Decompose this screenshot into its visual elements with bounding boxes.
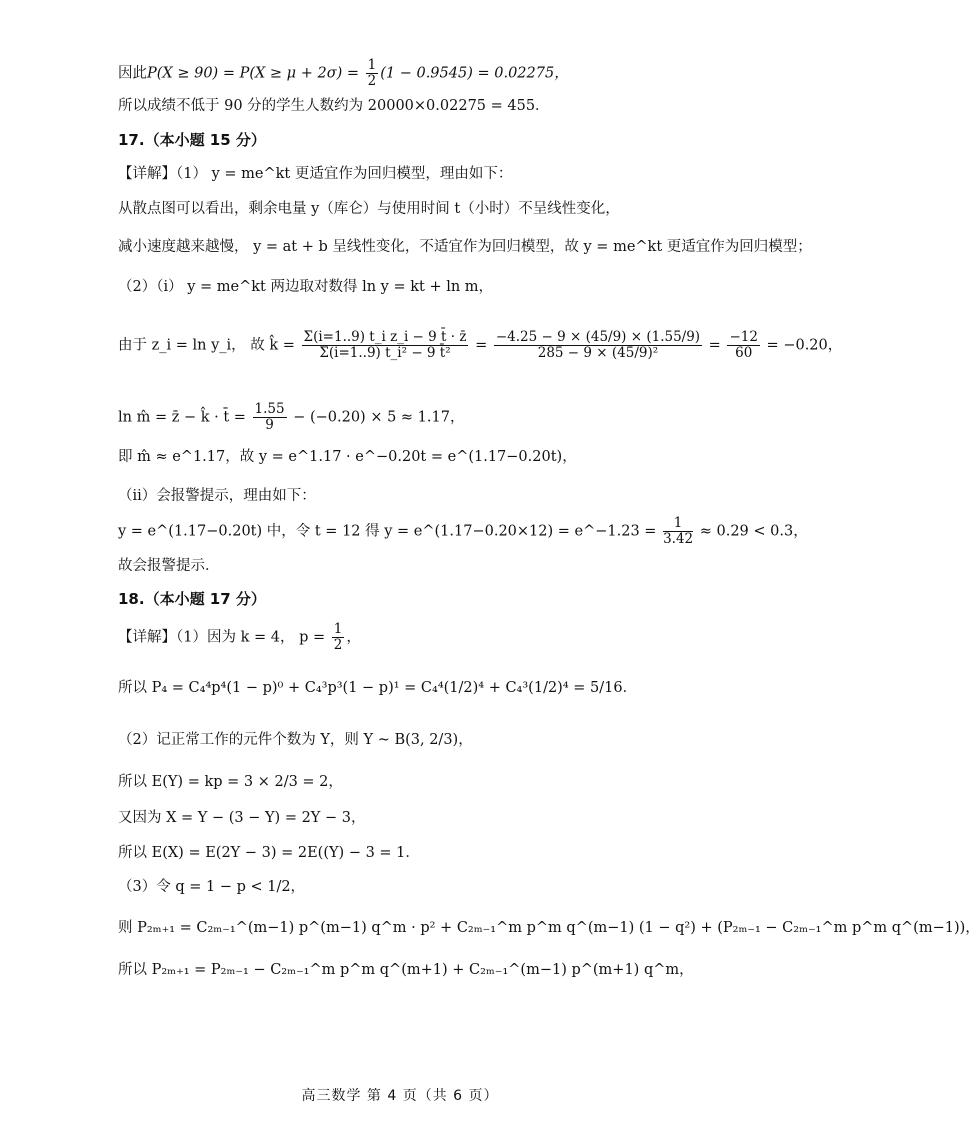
fraction: [366, 58, 379, 89]
line-text: 因此: [118, 65, 147, 82]
math-expr: (1 − 0.9545) = 0.02275，: [380, 65, 569, 82]
frac-den: Σ(i=1..9) t_i² − 9 t̄²: [319, 345, 451, 361]
page-footer: 高三数学 第 4 页（共 6 页）: [301, 1088, 499, 1104]
line-17-1-answer: 【详解】（1） y = me^kt 更适宜作为回归模型，理由如下：: [118, 166, 513, 182]
fraction: [727, 330, 760, 361]
line-18-1: [118, 622, 361, 653]
line-text: ≈ 0.29 < 0.3，: [695, 523, 808, 540]
fraction: [332, 622, 345, 653]
line-E-X: 所以 E(X) = E(2Y − 3) = 2E((Y) − 3 = 1．: [118, 845, 420, 861]
line-17-ii: （ii）会报警提示，理由如下：: [118, 488, 316, 504]
line-p2m1-b: 所以 P₂ₘ₊₁ = P₂ₘ₋₁ − C₂ₘ₋₁^m p^m q^(m+1) + C₂ₘ₋₁^(m−1) p^(m+1) q^m，: [118, 962, 694, 978]
line-text: y = e^(1.17−0.20t) 中，令 t = 12 得 y = e^(1.17−0.20×12) = e^−1.23 =: [118, 523, 662, 540]
line-text: 由于 z_i = ln y_i， 故 k̂ =: [118, 337, 300, 354]
equals: =: [470, 337, 492, 354]
frac-num: −12: [729, 329, 758, 345]
line-p4: 所以 P₄ = C₄⁴p⁴(1 − p)⁰ + C₄³p³(1 − p)¹ = C₄⁴(1/2)⁴ + C₄³(1/2)⁴ = 5/16．: [118, 680, 638, 696]
fraction: [494, 330, 702, 361]
line-probability: [118, 58, 569, 89]
line-X-def: 又因为 X = Y − (3 − Y) = 2Y − 3，: [118, 810, 366, 826]
frac-num: 1: [333, 621, 343, 637]
section-heading-18: 18.（本小题 17 分）: [118, 590, 266, 608]
line-text: 【详解】（1）因为 k = 4， p =: [118, 629, 330, 646]
frac-num: 1.55: [254, 401, 285, 417]
frac-num: 1: [367, 57, 377, 73]
line-ln-m: [118, 402, 464, 433]
line-p2m1-a: 则 P₂ₘ₊₁ = C₂ₘ₋₁^(m−1) p^(m−1) q^m · p² + C₂ₘ₋₁^m p^m q^(m−1) (1 − q²) + (P₂ₘ₋₁ − C₂ₘ₋₁^m p^m q^(m−1))，: [118, 920, 980, 936]
math-expr: P(X ≥ 90) = P(X ≥ μ + 2σ) =: [147, 65, 364, 82]
fraction: [663, 516, 693, 547]
line-text: − (−0.20) × 5 ≈ 1.17，: [288, 409, 465, 426]
line-m-hat: 即 m̂ ≈ e^1.17，故 y = e^1.17 · e^−0.20t = e^(1.17−0.20t)，: [118, 449, 577, 465]
fraction: [253, 402, 287, 433]
line-text: ，: [346, 629, 361, 646]
frac-num: Σ(i=1..9) t_i z_i − 9 t̄ · z̄: [303, 329, 467, 345]
frac-den: 285 − 9 × (45/9)²: [537, 345, 659, 361]
frac-num: 1: [663, 516, 693, 532]
line-E-Y: 所以 E(Y) = kp = 3 × 2/3 = 2，: [118, 774, 343, 790]
frac-num: −4.25 − 9 × (45/9) × (1.55/9): [495, 329, 701, 345]
line-alarm-calc: [118, 516, 808, 547]
frac-den: 2: [333, 637, 343, 653]
line-17-reason-1: 从散点图可以看出，剩余电量 y（库仑）与使用时间 t（小时）不呈线性变化，: [118, 201, 620, 217]
line-student-count: 所以成绩不低于 90 分的学生人数约为 20000×0.02275 = 455．: [118, 98, 550, 114]
line-18-3: （3）令 q = 1 − p < 1/2，: [118, 879, 306, 895]
equals: =: [704, 337, 726, 354]
line-17-reason-2: 减小速度越来越慢， y = at + b 呈线性变化，不适宜作为回归模型，故 y = me^kt 更适宜作为回归模型；: [118, 239, 812, 255]
frac-den: 9: [265, 417, 274, 433]
section-heading-17: 17.（本小题 15 分）: [118, 131, 266, 149]
line-text: ln m̂ = z̄ − k̂ · t̄ =: [118, 409, 251, 426]
line-18-2: （2）记正常工作的元件个数为 Y，则 Y ~ B(3, 2/3)，: [118, 732, 473, 748]
line-text: = −0.20，: [761, 337, 843, 354]
line-alarm-conclusion: 故会报警提示．: [118, 558, 220, 574]
frac-den: 2: [367, 73, 377, 89]
frac-den: 60: [735, 345, 753, 361]
frac-den: 3.42: [663, 531, 694, 547]
line-k-hat: [118, 330, 842, 361]
fraction: [302, 330, 469, 361]
line-17-2-log: （2）（i） y = me^kt 两边取对数得 ln y = kt + ln m，: [118, 279, 494, 295]
